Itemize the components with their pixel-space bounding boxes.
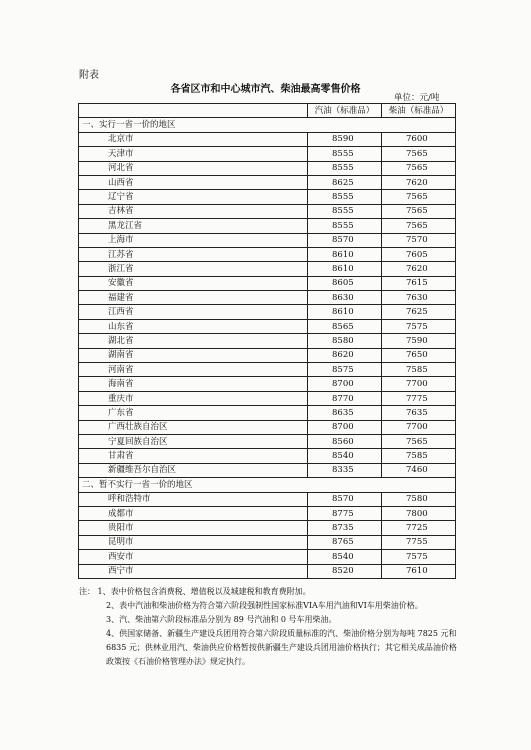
table-row: [79, 262, 456, 276]
diesel-price-cell: 7700: [382, 420, 456, 434]
diesel-price-cell: 7605: [382, 247, 456, 261]
diesel-price-cell: 7565: [382, 161, 456, 175]
region-cell: 河北省: [79, 161, 308, 175]
region-cell: 浙江省: [79, 262, 308, 276]
region-cell: 西安市: [79, 550, 308, 564]
diesel-price-cell: 7630: [382, 291, 456, 305]
table-row: [79, 434, 456, 448]
diesel-price-cell: 7565: [382, 219, 456, 233]
gasoline-price-cell: 8590: [308, 132, 382, 146]
table-row: [79, 463, 456, 477]
region-cell: 安徽省: [79, 276, 308, 290]
gasoline-price-cell: 8635: [308, 406, 382, 420]
gasoline-price-cell: 8540: [308, 550, 382, 564]
table-row: [79, 492, 456, 506]
gasoline-price-cell: 8735: [308, 521, 382, 535]
gasoline-price-cell: 8555: [308, 219, 382, 233]
region-cell: 河南省: [79, 363, 308, 377]
region-cell: 新疆维吾尔自治区: [79, 463, 308, 477]
region-cell: 西宁市: [79, 564, 308, 578]
table-row: [79, 406, 456, 420]
table-row: [79, 247, 456, 261]
table-row: [79, 147, 456, 161]
diesel-price-cell: 7590: [382, 334, 456, 348]
region-cell: 山西省: [79, 175, 308, 189]
region-cell: 山东省: [79, 319, 308, 333]
table-row: [79, 449, 456, 463]
table-row: [79, 291, 456, 305]
note-4: 4、供国家储备、新疆生产建设兵团用符合第六阶段质量标准的汽、柴油价格分别为每吨 7825 元和 6835 元；供林业用汽、柴油供应价格暂按供新疆生产建设兵团用油价格执行；其它相关成品油价格政策按《石油价格管理办法》规定执行。: [106, 629, 457, 666]
gasoline-price-cell: 8625: [308, 175, 382, 189]
region-cell: 上海市: [79, 233, 308, 247]
region-cell: 重庆市: [79, 391, 308, 405]
diesel-price-cell: 7565: [382, 204, 456, 218]
diesel-price-cell: 7570: [382, 233, 456, 247]
region-cell: 宁夏回族自治区: [79, 434, 308, 448]
region-cell: 海南省: [79, 377, 308, 391]
gasoline-price-cell: 8570: [308, 492, 382, 506]
table-row: [79, 391, 456, 405]
diesel-price-cell: 7620: [382, 262, 456, 276]
region-cell: 江西省: [79, 305, 308, 319]
table-row: [79, 204, 456, 218]
diesel-price-cell: 7800: [382, 506, 456, 520]
table-row: [79, 219, 456, 233]
gasoline-price-cell: 8610: [308, 247, 382, 261]
diesel-price-cell: 7615: [382, 276, 456, 290]
gasoline-price-cell: 8575: [308, 363, 382, 377]
gasoline-price-cell: 8620: [308, 348, 382, 362]
diesel-price-cell: 7585: [382, 449, 456, 463]
region-cell: 甘肃省: [79, 449, 308, 463]
diesel-price-cell: 7600: [382, 132, 456, 146]
table-row: [79, 535, 456, 549]
gasoline-price-cell: 8610: [308, 305, 382, 319]
note-3: 3、汽、柴油第六阶段标准品分别为 89 号汽油和 0 号车用柴油。: [106, 615, 337, 624]
section-label: 二、暂不实行一省一价的地区: [79, 478, 456, 492]
table-row: [79, 319, 456, 333]
header-diesel: 柴油（标准品）: [382, 104, 456, 118]
gasoline-price-cell: 8520: [308, 564, 382, 578]
diesel-price-cell: 7620: [382, 175, 456, 189]
notes: [79, 585, 459, 669]
gasoline-price-cell: 8335: [308, 463, 382, 477]
table-row: [79, 377, 456, 391]
table-row: [79, 550, 456, 564]
diesel-price-cell: 7610: [382, 564, 456, 578]
note-2: 2、表中汽油和柴油价格为符合第六阶段强制性国家标准VIA车用汽油和VI车用柴油价格。: [106, 601, 423, 610]
diesel-price-cell: 7635: [382, 406, 456, 420]
region-cell: 成都市: [79, 506, 308, 520]
price-table: [78, 103, 456, 579]
region-cell: 黑龙江省: [79, 219, 308, 233]
header-cell-empty: [79, 104, 308, 118]
gasoline-price-cell: 8540: [308, 449, 382, 463]
table-row: [79, 564, 456, 578]
table-header-row: [79, 104, 456, 118]
diesel-price-cell: 7575: [382, 550, 456, 564]
gasoline-price-cell: 8580: [308, 334, 382, 348]
region-cell: 天津市: [79, 147, 308, 161]
diesel-price-cell: 7565: [382, 190, 456, 204]
table-row: [79, 161, 456, 175]
region-cell: 辽宁省: [79, 190, 308, 204]
diesel-price-cell: 7625: [382, 305, 456, 319]
region-cell: 贵阳市: [79, 521, 308, 535]
region-cell: 昆明市: [79, 535, 308, 549]
diesel-price-cell: 7580: [382, 492, 456, 506]
diesel-price-cell: 7585: [382, 363, 456, 377]
region-cell: 湖南省: [79, 348, 308, 362]
region-cell: 江苏省: [79, 247, 308, 261]
gasoline-price-cell: 8770: [308, 391, 382, 405]
diesel-price-cell: 7725: [382, 521, 456, 535]
diesel-price-cell: 7755: [382, 535, 456, 549]
diesel-price-cell: 7460: [382, 463, 456, 477]
unit-label: 单位：元/吨: [394, 93, 440, 103]
document-title: 各省区市和中心城市汽、柴油最高零售价格: [170, 84, 361, 95]
region-cell: 吉林省: [79, 204, 308, 218]
table-row: [79, 334, 456, 348]
gasoline-price-cell: 8700: [308, 377, 382, 391]
gasoline-price-cell: 8610: [308, 262, 382, 276]
table-row: [79, 348, 456, 362]
header-gasoline: 汽油（标准品）: [308, 104, 382, 118]
diesel-price-cell: 7650: [382, 348, 456, 362]
region-cell: 呼和浩特市: [79, 492, 308, 506]
region-cell: 福建省: [79, 291, 308, 305]
table-row: [79, 190, 456, 204]
region-cell: 广东省: [79, 406, 308, 420]
gasoline-price-cell: 8765: [308, 535, 382, 549]
region-cell: 北京市: [79, 132, 308, 146]
diesel-price-cell: 7775: [382, 391, 456, 405]
diesel-price-cell: 7565: [382, 434, 456, 448]
region-cell: 广西壮族自治区: [79, 420, 308, 434]
table-row: [79, 132, 456, 146]
gasoline-price-cell: 8565: [308, 319, 382, 333]
table-row: [79, 363, 456, 377]
table-row: [79, 233, 456, 247]
table-row: [79, 506, 456, 520]
section-row: [79, 118, 456, 132]
gasoline-price-cell: 8570: [308, 233, 382, 247]
note-1: 注： 1、表中价格包含消费税、增值税以及城建税和教育费附加。: [79, 587, 311, 596]
section-row: [79, 478, 456, 492]
gasoline-price-cell: 8555: [308, 147, 382, 161]
section-label: 一、实行一省一价的地区: [79, 118, 456, 132]
diesel-price-cell: 7565: [382, 147, 456, 161]
gasoline-price-cell: 8555: [308, 190, 382, 204]
table-row: [79, 420, 456, 434]
gasoline-price-cell: 8775: [308, 506, 382, 520]
table-row: [79, 276, 456, 290]
gasoline-price-cell: 8605: [308, 276, 382, 290]
table-row: [79, 175, 456, 189]
gasoline-price-cell: 8555: [308, 204, 382, 218]
gasoline-price-cell: 8555: [308, 161, 382, 175]
appendix-label: 附表: [79, 70, 99, 81]
region-cell: 湖北省: [79, 334, 308, 348]
diesel-price-cell: 7575: [382, 319, 456, 333]
table-row: [79, 305, 456, 319]
gasoline-price-cell: 8700: [308, 420, 382, 434]
gasoline-price-cell: 8630: [308, 291, 382, 305]
table-row: [79, 521, 456, 535]
gasoline-price-cell: 8560: [308, 434, 382, 448]
diesel-price-cell: 7700: [382, 377, 456, 391]
